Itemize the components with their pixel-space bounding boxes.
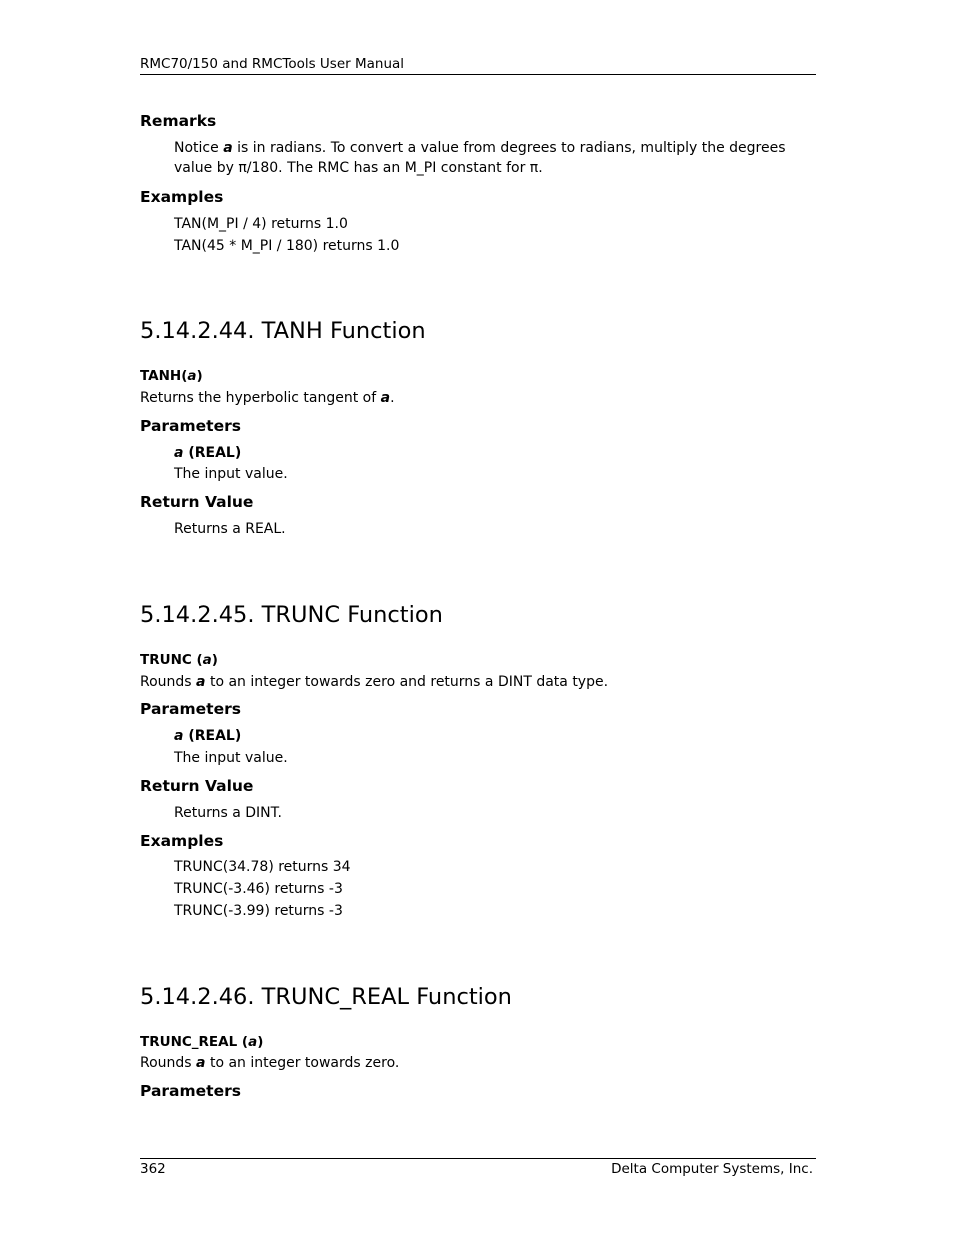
parameter-description: The input value. — [174, 466, 288, 482]
function-signature: TRUNC_REAL (a) — [140, 1034, 264, 1050]
example-line: TAN(45 * M_PI / 180) returns 1.0 — [174, 238, 400, 254]
parameters-heading: Parameters — [140, 700, 241, 718]
example-line: TRUNC(-3.46) returns -3 — [174, 881, 343, 897]
remarks-heading: Remarks — [140, 112, 217, 130]
return-value-heading: Return Value — [140, 493, 254, 511]
function-description: Returns the hyperbolic tangent of a. — [140, 390, 395, 406]
return-value-heading: Return Value — [140, 777, 254, 795]
return-value-text: Returns a REAL. — [174, 521, 286, 537]
parameter-name: a (REAL) — [174, 728, 242, 744]
example-line: TRUNC(-3.99) returns -3 — [174, 903, 343, 919]
examples-heading: Examples — [140, 832, 224, 850]
return-value-text: Returns a DINT. — [174, 805, 282, 821]
section-heading-tanh: 5.14.2.44. TANH Function — [140, 318, 426, 344]
running-header: RMC70/150 and RMCTools User Manual — [140, 56, 405, 72]
function-signature: TRUNC (a) — [140, 652, 218, 668]
parameter-name: a (REAL) — [174, 445, 242, 461]
example-line: TRUNC(34.78) returns 34 — [174, 859, 351, 875]
header-rule — [140, 74, 816, 75]
function-description: Rounds a to an integer towards zero and returns a DINT data type. — [140, 674, 609, 690]
footer-company: Delta Computer Systems, Inc. — [611, 1161, 813, 1177]
footer-rule — [140, 1158, 816, 1159]
section-heading-trunc-real: 5.14.2.46. TRUNC_REAL Function — [140, 984, 512, 1010]
function-description: Rounds a to an integer towards zero. — [140, 1055, 400, 1071]
example-line: TAN(M_PI / 4) returns 1.0 — [174, 216, 348, 232]
function-signature: TANH(a) — [140, 368, 203, 384]
parameters-heading: Parameters — [140, 1082, 241, 1100]
page-number: 362 — [140, 1161, 166, 1177]
parameter-description: The input value. — [174, 750, 288, 766]
remarks-text: Notice a is in radians. To convert a value from degrees to radians, multiply the degrees value by π/180. The RMC has an M_PI constant for π. — [174, 140, 786, 176]
examples-heading: Examples — [140, 188, 224, 206]
parameters-heading: Parameters — [140, 417, 241, 435]
section-heading-trunc: 5.14.2.45. TRUNC Function — [140, 602, 443, 628]
